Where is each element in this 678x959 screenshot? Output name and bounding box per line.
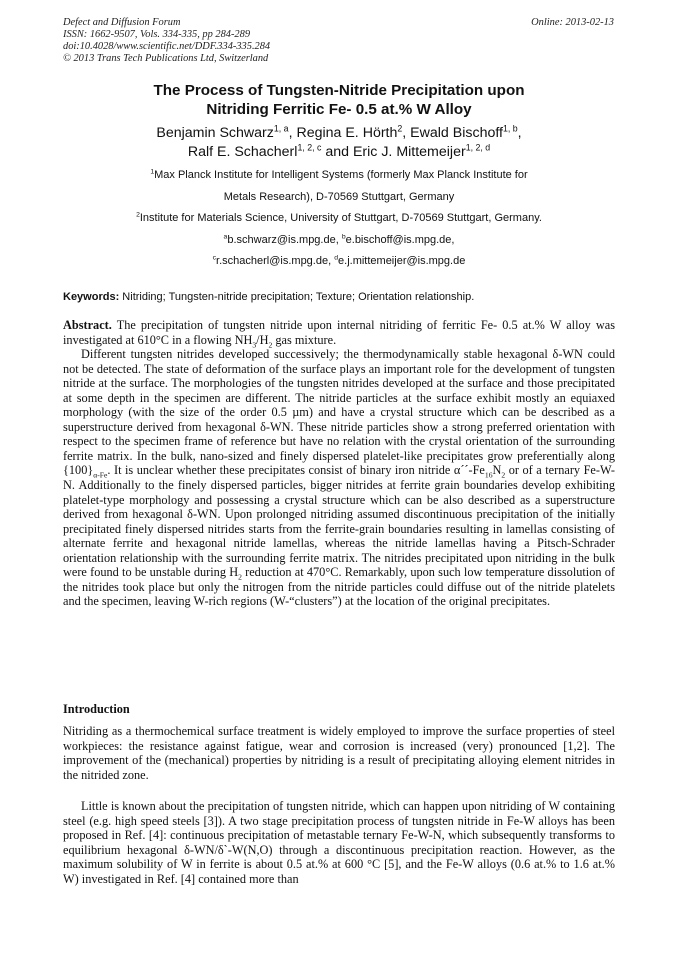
paragraph-text: Little is known about the precipitation of tungsten nitride, which can happen upon nitriding of W containing steel (e.g. high speed steels [3]). A two stage precipitation process of tungsten nitride in Fe-W alloys has been proposed in Ref. [4]: continuous precipitation of metastable ternary Fe-W-N, which subsequently transforms to equilibrium hexagonal δ-WN/δ`-W(N,O) through a discontinuous precipitation reaction. However, as the maximum solubility of W in ferrite is about 0.5 at.% at 600 °C [5], and the Fe-W alloys (0.6 at.% to 1.6 at.% W) investigated in Ref. [4] contained more than xyxy=(63,799,615,886)
abstract-paragraph-1 xyxy=(63,318,615,347)
abstract xyxy=(63,318,615,609)
text-run: reduction at 470°C. Remarkably, upon such low temperature dissolution of the nitrides took place but only the nitrogen from the nitride particles could diffuse out of the nitride platelets and the specimen, leaving W-rich regions (W-“clusters”) at the location of the original precipitates. xyxy=(63,565,615,609)
text-run: . It is unclear whether these precipitates consist of binary iron nitride α´´-Fe xyxy=(107,463,485,478)
author-affiliation-mark: 1, 2, d xyxy=(465,142,491,153)
affiliation-mark: 1 xyxy=(150,168,155,176)
online-date: Online: 2013-02-13 xyxy=(531,17,614,28)
text-run: N xyxy=(492,463,502,478)
affiliation-text: Max Planck Institute for Intelligent Systems (formerly Max Planck Institute for xyxy=(154,169,528,181)
author-affiliation-mark: 1, a xyxy=(273,123,289,134)
keywords xyxy=(63,290,615,304)
author-line-2 xyxy=(63,143,615,162)
affiliation-text: Institute for Materials Science, University of Stuttgart, D-70569 Stuttgart, Germany. xyxy=(139,212,542,224)
email-line-2 xyxy=(63,254,615,268)
author-name: and Eric J. Mittemeijer xyxy=(321,144,466,160)
abstract-paragraph-2 xyxy=(63,347,615,609)
text-run: The precipitation of tungsten nitride upon internal nitriding of ferritic Fe- 0.5 at.% W alloy was investigated at 610°C in a flowing NH xyxy=(63,318,615,347)
subscript: 3 xyxy=(252,340,257,349)
subscript: 2 xyxy=(238,572,242,582)
text-run: or of a ternary Fe-W-N. Additionally to the finely dispersed particles, bigger nitrides at ferrite grain boundaries develop exhibiting platelet-type morphology and possessing a crystal structure which can be also described as a superstructure derived from hexagonal δ-WN. Upon prolonged nitriding assumed discontinuous precipitation of the initially precipitated finely dispersed nitrides starts from the ferrite-grain boundaries resulting in lamellas consisting of alternate ferrite and hexagonal nitride lamellas, whereas the nitride lamellas having a Pitsch-Schrader orientation relationship with the surrounding ferrite matrix. The nitrides precipitated upon nitriding in the bulk were found to be unstable during H xyxy=(63,463,615,580)
introduction-paragraph-2 xyxy=(63,799,615,886)
subscript: 16 xyxy=(484,470,493,480)
email-address: e.j.mittemeijer@is.mpg.de xyxy=(338,255,466,267)
keywords-text: Nitriding; Tungsten-nitride precipitation; Texture; Orientation relationship. xyxy=(119,291,475,303)
issn-line: ISSN: 1662-9507, Vols. 334-335, pp 284-289 xyxy=(63,29,251,40)
author-line-1 xyxy=(63,124,615,143)
email-mark: a xyxy=(223,233,228,241)
subscript: 2 xyxy=(501,470,506,480)
doi-line: doi:10.4028/www.scientific.net/DDF.334-335.284 xyxy=(63,41,271,52)
text-run: /H xyxy=(256,332,269,347)
email-address: e.bischoff@is.mpg.de, xyxy=(345,234,455,246)
email-mark: c xyxy=(212,254,217,262)
author-name: Ralf E. Schacherl xyxy=(187,144,298,160)
subscript: α-Fe xyxy=(93,470,108,480)
copyright-line: © 2013 Trans Tech Publications Ltd, Switzerland xyxy=(63,53,269,64)
introduction-heading: Introduction xyxy=(63,702,130,716)
text-run: Different tungsten nitrides developed successively; the thermodynamically stable hexagonal δ-WN could not be detected. The state of deformation of the surface plays an important role for the development of tungsten nitride at the surface. The morphologies of the tungsten nitrides developed at the surface and those precipitated at some depth in the specimen are different. The nitride particles at the surface exhibit mostly an equiaxed morphology (with the size of the order 0.5 µm) and have a crystal structure which can be described as a superstructure derived from hexagonal δ-WN. These nitride particles show a strong preferred orientation with respect to the specimen frame of reference but have no relation with the crystal orientation of the surrounding ferrite matrix. In the bulk, nano-sized and finely dispersed platelet-like precipitates grow preferentially along {100} xyxy=(63,347,615,478)
email-address: b.schwarz@is.mpg.de, xyxy=(227,234,342,246)
affiliation-2 xyxy=(63,211,615,225)
subscript: 2 xyxy=(268,340,273,349)
author-name: , Ewald Bischoff xyxy=(402,125,503,141)
author-separator: , xyxy=(517,125,522,141)
author-affiliation-mark: 1, b xyxy=(502,123,518,134)
author-name: , Regina E. Hörth xyxy=(288,125,398,141)
email-address: r.schacherl@is.mpg.de, xyxy=(216,255,335,267)
introduction-paragraph-1 xyxy=(63,724,615,782)
text-run: gas mixture. xyxy=(272,332,337,347)
journal-name: Defect and Diffusion Forum xyxy=(63,17,181,28)
email-line-1 xyxy=(63,233,615,247)
paper-title-line-2: Nitriding Ferritic Fe- 0.5 at.% W Alloy xyxy=(206,101,472,118)
email-mark: d xyxy=(334,254,339,262)
paper-title-line-1: The Process of Tungsten-Nitride Precipitation upon xyxy=(153,82,525,99)
author-name: Benjamin Schwarz xyxy=(156,125,274,141)
author-affiliation-mark: 2 xyxy=(397,123,403,134)
keywords-label: Keywords: xyxy=(63,291,120,303)
affiliation-1-line-2: Metals Research), D-70569 Stuttgart, Germany xyxy=(223,191,455,203)
email-mark: b xyxy=(341,233,346,241)
affiliation-1-line-1 xyxy=(63,168,615,182)
abstract-label: Abstract. xyxy=(63,318,112,332)
affiliation-mark: 2 xyxy=(136,211,140,219)
author-affiliation-mark: 1, 2, c xyxy=(297,142,322,153)
paragraph-text: Nitriding as a thermochemical surface treatment is widely employed to improve the surface properties of steel workpieces: the resistance against fatigue, wear and corrosion is increased (very) pronounced [1,2]. The improvement of the (mechanical) properties by nitriding is a result of precipitating alloying element nitrides in the nitrided zone. xyxy=(63,724,615,782)
